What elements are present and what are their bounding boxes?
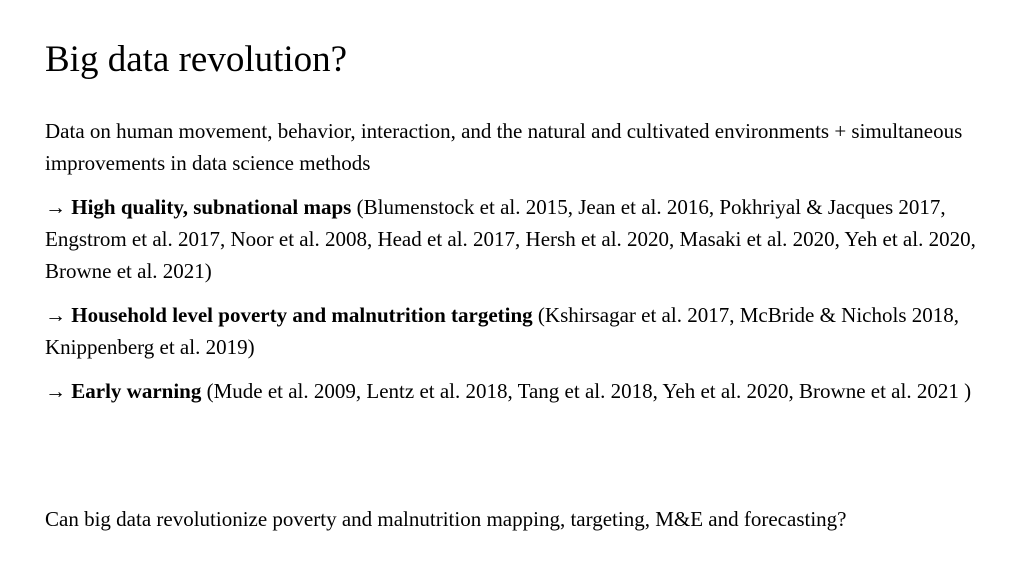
bullet-heading: High quality, subnational maps: [71, 195, 352, 219]
bullet-targeting: [45, 299, 990, 363]
bullet-citations: (Blumenstock et al. 2015, Jean et al. 2016, Pokhriyal & Jacques 2017, Engstrom et al. 2017, Noor et al. 2008, Head et al. 2017, Hersh et al. 2020, Masaki et al. 2020, Yeh et al. 2020, Browne et al. 2021): [45, 195, 976, 283]
arrow-icon: →: [45, 379, 66, 403]
bullet-heading: Household level poverty and malnutrition targeting: [71, 303, 533, 327]
slide-body: [45, 115, 990, 419]
arrow-icon: →: [45, 303, 66, 327]
bullet-early-warning: [45, 375, 990, 407]
intro-paragraph: Data on human movement, behavior, interaction, and the natural and cultivated environments + simultaneous improvements in data science methods: [45, 119, 963, 175]
bullet-citations: (Mude et al. 2009, Lentz et al. 2018, Tang et al. 2018, Yeh et al. 2020, Browne et al. 2021 ): [201, 379, 972, 403]
slide-title: Big data revolution?: [45, 39, 348, 80]
bullet-citations: (Kshirsagar et al. 2017, McBride & Nichols 2018, Knippenberg et al. 2019): [45, 303, 960, 359]
closing-question: Can big data revolutionize poverty and malnutrition mapping, targeting, M&E and forecasting?: [45, 507, 847, 531]
arrow-icon: →: [45, 195, 66, 219]
bullet-heading: Early warning: [71, 379, 202, 403]
bullet-subnational-maps: [45, 191, 990, 287]
